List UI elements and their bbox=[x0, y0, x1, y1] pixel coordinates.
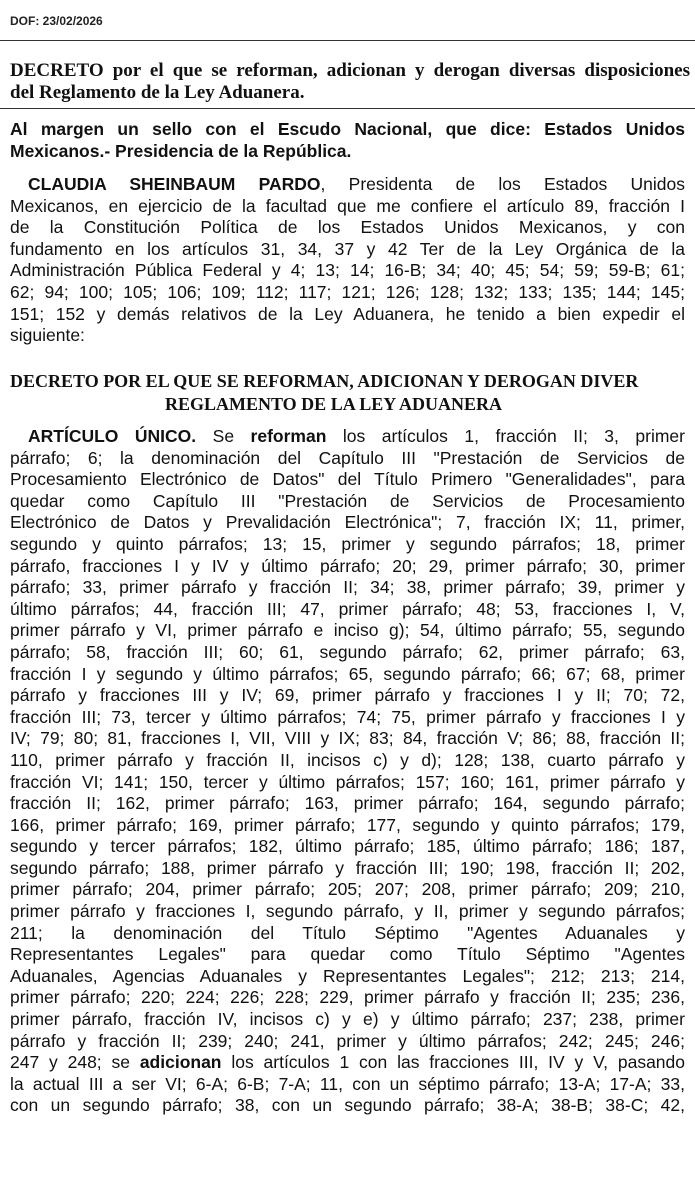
preamble-line: 62; 94; 100; 105; 106; 109; 112; 117; 121; 126; 128; 132; 133; 135; 144; 145; bbox=[10, 281, 685, 302]
seal-note bbox=[10, 118, 685, 161]
preamble-paragraph bbox=[10, 174, 685, 347]
seal-note-line: Al margen un sello con el Escudo Nacional, que dice: Estados Unidos bbox=[10, 119, 685, 139]
articulo-line: primer párrafo y VI, primer párrafo e inciso g); 54, último párrafo; 55, segundo bbox=[10, 620, 685, 641]
articulo-line: fracción II; 162, primer párrafo; 163, primer párrafo; 164, segundo párrafo; bbox=[10, 793, 685, 814]
articulo-line: 247 y 248; se adicionan los artículos 1 con las fracciones III, IV y V, pasando bbox=[10, 1052, 685, 1073]
decree-heading-line: DECRETO POR EL QUE SE REFORMAN, ADICIONAN Y DEROGAN DIVER bbox=[10, 371, 639, 391]
articulo-line: Aduanales, Agencias Aduanales y Representantes Legales"; 212; 213; 214, bbox=[10, 965, 685, 986]
decree-heading-line: REGLAMENTO DE LA LEY ADUANERA bbox=[165, 394, 503, 414]
preamble-line: Administración Pública Federal y 4; 13; 14; 16-B; 34; 40; 45; 54; 59; 59-B; 61; bbox=[10, 260, 685, 281]
articulo-line: primer párrafo; 204, primer párrafo; 205; 207; 208, primer párrafo; 209; 210, bbox=[10, 879, 685, 900]
articulo-line: párrafo y fracciones III y IV; 69, primer párrafo y fracciones I y II; 70; 72, bbox=[10, 685, 685, 706]
articulo-line: primer párrafo y fracciones I, segundo párrafo, y II, primer y segundo párrafos; bbox=[10, 901, 685, 922]
articulo-lines bbox=[10, 448, 685, 1053]
articulo-line: IV; 79; 80; 81, fracciones I, VII, VIII y IX; 83; 84, fracción V; 86; 88, fracción II; bbox=[10, 728, 685, 749]
divider bbox=[0, 108, 695, 109]
articulo-line: primer párrafo; 220; 224; 226; 228; 229, primer párrafo y fracción II; 235; 236, bbox=[10, 987, 685, 1008]
articulo-line: párrafo; 33, primer párrafo y fracción II; 34; 38, primer párrafo; 39, primer y bbox=[10, 577, 685, 598]
articulo-line: segundo y tercer párrafos; 182, último párrafo; 185, último párrafo; 186; 187, bbox=[10, 836, 685, 857]
articulo-line: quedar como Capítulo III "Prestación de Servicios de Procesamiento bbox=[10, 490, 685, 511]
decree-title bbox=[10, 60, 690, 103]
articulo-line: párrafo y fracción II; 239; 240; 241, primer y último párrafos; 242; 245; 246; bbox=[10, 1030, 685, 1051]
articulo-line: segundo párrafo; 188, primer párrafo y fracción III; 190; 198, fracción II; 202, bbox=[10, 857, 685, 878]
seal-note-line: Mexicanos.- Presidencia de la República. bbox=[10, 140, 352, 161]
articulo-line: fracción III; 73, tercer y último párrafos; 74; 75, primer párrafo y fracciones I y bbox=[10, 706, 685, 727]
articulo-line: 211; la denominación del Título Séptimo "Agentes Aduanales y bbox=[10, 922, 685, 943]
articulo-line: último párrafos; 44, fracción III; 47, primer párrafo; 48; 53, fracciones I, V, bbox=[10, 598, 685, 619]
decree-title-line: DECRETO por el que se reforman, adicionan y derogan diversas disposiciones bbox=[10, 60, 690, 81]
president-name: CLAUDIA SHEINBAUM PARDO bbox=[28, 174, 321, 194]
divider bbox=[0, 40, 695, 41]
articulo-line: 166, primer párrafo; 169, primer párrafo; 177, segundo y quinto párrafos; 179, bbox=[10, 814, 685, 835]
articulo-line: párrafo; 58, fracción III; 60; 61, segundo párrafo; 62, primer párrafo; 63, bbox=[10, 641, 685, 662]
articulo-unico-paragraph bbox=[10, 426, 685, 1117]
articulo-line: Procesamiento Electrónico de Datos" del Título Primero "Generalidades", para bbox=[10, 469, 685, 490]
articulo-line: la actual III a ser VI; 6-A; 6-B; 7-A; 11, con un séptimo párrafo; 13-A; 17-A; 33, bbox=[10, 1073, 685, 1094]
preamble-line: Mexicanos, en ejercicio de la facultad que me confiere el artículo 89, fracción I bbox=[10, 195, 685, 216]
articulo-line: Representantes Legales" para quedar como Título Séptimo "Agentes bbox=[10, 944, 685, 965]
articulo-line: párrafo, fracciones I y IV y último párrafo; 20; 29, primer párrafo; 30, primer bbox=[10, 555, 685, 576]
decree-heading bbox=[10, 370, 695, 416]
articulo-line: con un segundo párrafo; 38, con un segundo párrafo; 38-A; 38-B; 38-C; 42, bbox=[10, 1095, 685, 1116]
articulo-line: Electrónico de Datos y Prevalidación Electrónica"; 7, fracción IX; 11, primer, bbox=[10, 512, 685, 533]
articulo-line: 110, primer párrafo y fracción II, incisos c) y d); 128; 138, cuarto párrafo y bbox=[10, 749, 685, 770]
preamble-line: CLAUDIA SHEINBAUM PARDO, Presidenta de los Estados Unidos bbox=[28, 174, 685, 194]
decree-title-line: del Reglamento de la Ley Aduanera. bbox=[10, 81, 305, 103]
preamble-line: de la Constitución Política de los Estados Unidos Mexicanos, y con bbox=[10, 217, 685, 238]
articulo-label: ARTÍCULO ÚNICO. bbox=[28, 426, 197, 446]
articulo-line: ARTÍCULO ÚNICO. Se reforman los artículos 1, fracción II; 3, primer bbox=[28, 426, 685, 446]
articulo-line: primer párrafo, fracción IV, incisos c) y e) y último párrafo; 237; 238, primer bbox=[10, 1009, 685, 1030]
articulo-line: párrafo; 6; la denominación del Capítulo III "Prestación de Servicios de bbox=[10, 447, 685, 468]
preamble-line: 151; 152 y demás relativos de la Ley Aduanera, he tenido a bien expedir el bbox=[10, 303, 685, 324]
articulo-line: fracción VI; 141; 150, tercer y último párrafos; 157; 160; 161, primer párrafo y bbox=[10, 771, 685, 792]
preamble-line: siguiente: bbox=[10, 325, 85, 346]
articulo-line: fracción I y segundo y último párrafos; 65, segundo párrafo; 66; 67; 68, primer bbox=[10, 663, 685, 684]
preamble-line: fundamento en los artículos 31, 34, 37 y 42 Ter de la Ley Orgánica de la bbox=[10, 238, 685, 259]
dof-date: DOF: 23/02/2026 bbox=[10, 14, 103, 28]
articulo-line: segundo y quinto párrafos; 13; 15, primer y segundo párrafos; 18, primer bbox=[10, 533, 685, 554]
